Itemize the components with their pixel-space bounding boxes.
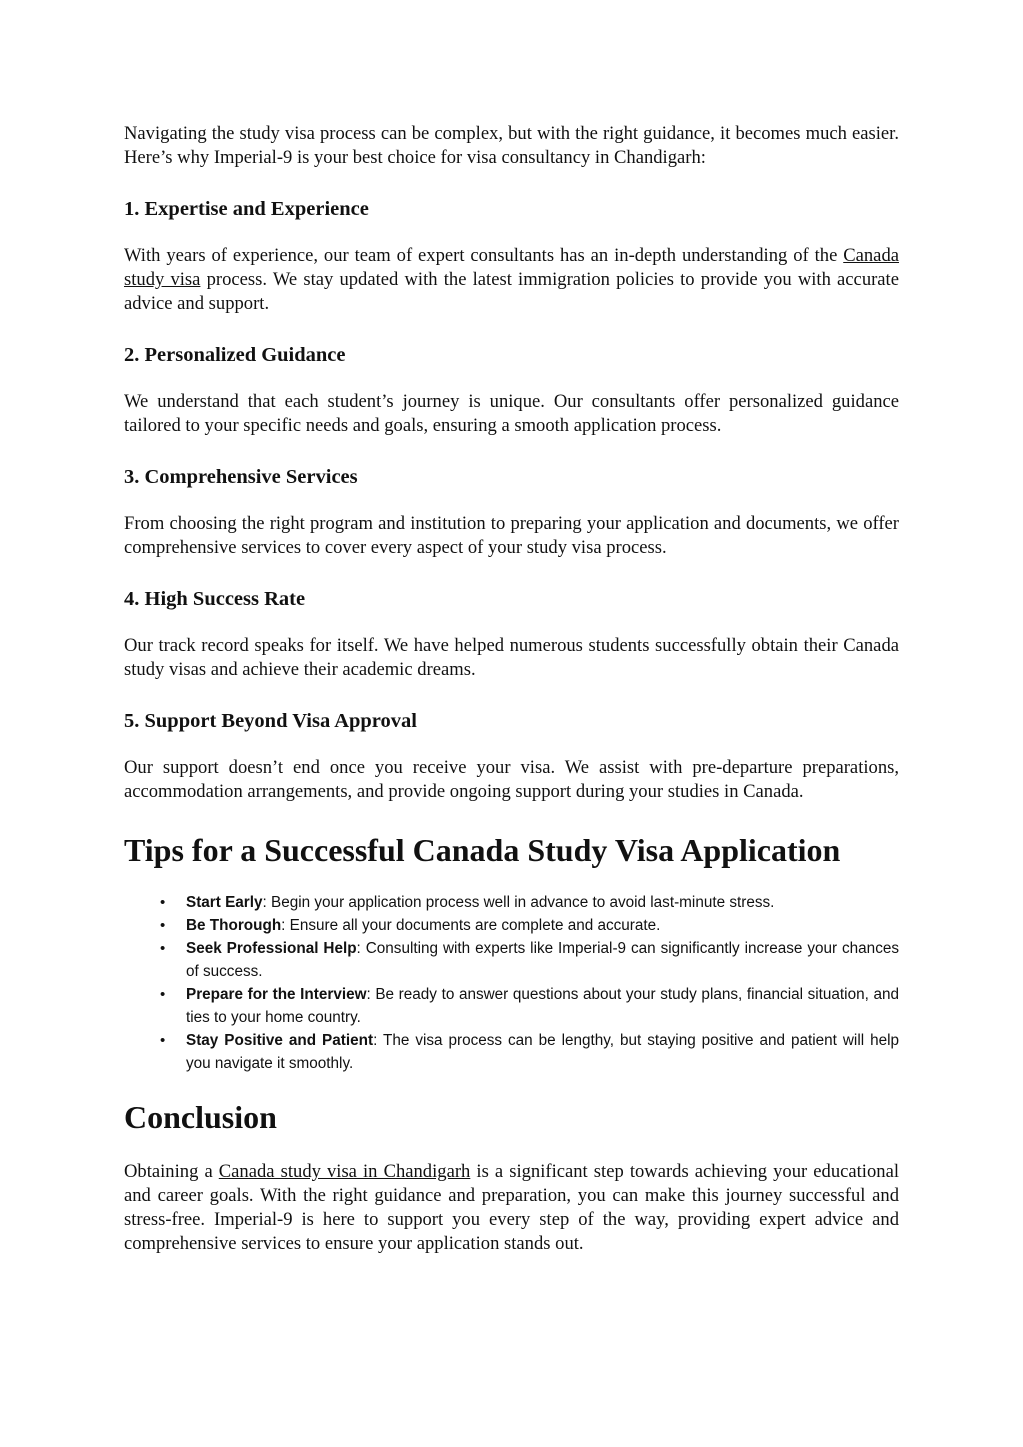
canada-study-visa-link[interactable]: Canada study visa [124, 245, 899, 290]
tip-label: Start Early [186, 894, 263, 911]
tip-text: : The visa process can be lengthy, but staying positive and patient will help you navigate it smoothly. [186, 1032, 899, 1072]
tip-label: Prepare for the Interview [186, 986, 367, 1003]
tip-label: Seek Professional Help [186, 940, 357, 957]
section-paragraph-expertise: With years of experience, our team of expert consultants has an in-depth understanding of the Canada study visa process. We stay updated with the latest immigration policies to provide you with accurate advice and support. [124, 245, 899, 314]
tips-list [124, 891, 899, 1075]
section-paragraph-comprehensive: From choosing the right program and institution to preparing your application and documents, we offer comprehensive services to cover every aspect of your study visa process. [124, 513, 899, 558]
list-item [124, 914, 899, 937]
bullet-icon: • [160, 894, 166, 911]
bullet-icon: • [160, 940, 166, 957]
list-item [124, 937, 899, 983]
bullet-icon: • [160, 1032, 166, 1049]
tip-label: Be Thorough [186, 917, 282, 934]
section-paragraph-success-rate: Our track record speaks for itself. We have helped numerous students successfully obtain their Canada study visas and achieve their academic dreams. [124, 635, 899, 680]
list-item [124, 891, 899, 914]
conclusion-heading: Conclusion [124, 1099, 277, 1135]
section-heading-expertise: 1. Expertise and Experience [124, 198, 369, 220]
tip-text: : Consulting with experts like Imperial-9 can significantly increase your chances of success. [186, 940, 899, 980]
intro-paragraph: Navigating the study visa process can be complex, but with the right guidance, it becomes much easier. Here’s why Imperial-9 is your best choice for visa consultancy in Chandigarh: [124, 123, 899, 168]
tip-label: Stay Positive and Patient [186, 1032, 374, 1049]
document-page [124, 122, 899, 1256]
section-heading-success-rate: 4. High Success Rate [124, 588, 306, 610]
tip-text: : Ensure all your documents are complete and accurate. [281, 917, 661, 934]
section-paragraph-support: Our support doesn’t end once you receive your visa. We assist with pre-departure preparations, accommodation arrangements, and provide ongoing support during your studies in Canada. [124, 757, 899, 802]
list-item [124, 983, 899, 1029]
canada-study-visa-chandigarh-link[interactable]: Canada study visa in Chandigarh [218, 1161, 471, 1182]
conclusion-paragraph: Obtaining a Canada study visa in Chandigarh is a significant step towards achieving your educational and career goals. With the right guidance and preparation, you can make this journey successful and stress-free. Imperial-9 is here to support you every step of the way, providing expert advice and comprehensive services to ensure your application stands out. [124, 1161, 899, 1254]
bullet-icon: • [160, 917, 166, 934]
section-heading-personalized: 2. Personalized Guidance [124, 344, 346, 366]
section-paragraph-personalized: We understand that each student’s journey is unique. Our consultants offer personalized guidance tailored to your specific needs and goals, ensuring a smooth application process. [124, 391, 899, 436]
list-item [124, 1029, 899, 1075]
section-heading-comprehensive: 3. Comprehensive Services [124, 466, 358, 488]
section-heading-support: 5. Support Beyond Visa Approval [124, 710, 417, 732]
tip-text: : Be ready to answer questions about your study plans, financial situation, and ties to your home country. [186, 986, 899, 1026]
bullet-icon: • [160, 986, 166, 1003]
tip-text: : Begin your application process well in advance to avoid last-minute stress. [262, 894, 775, 911]
tips-heading: Tips for a Successful Canada Study Visa Application [124, 832, 841, 868]
